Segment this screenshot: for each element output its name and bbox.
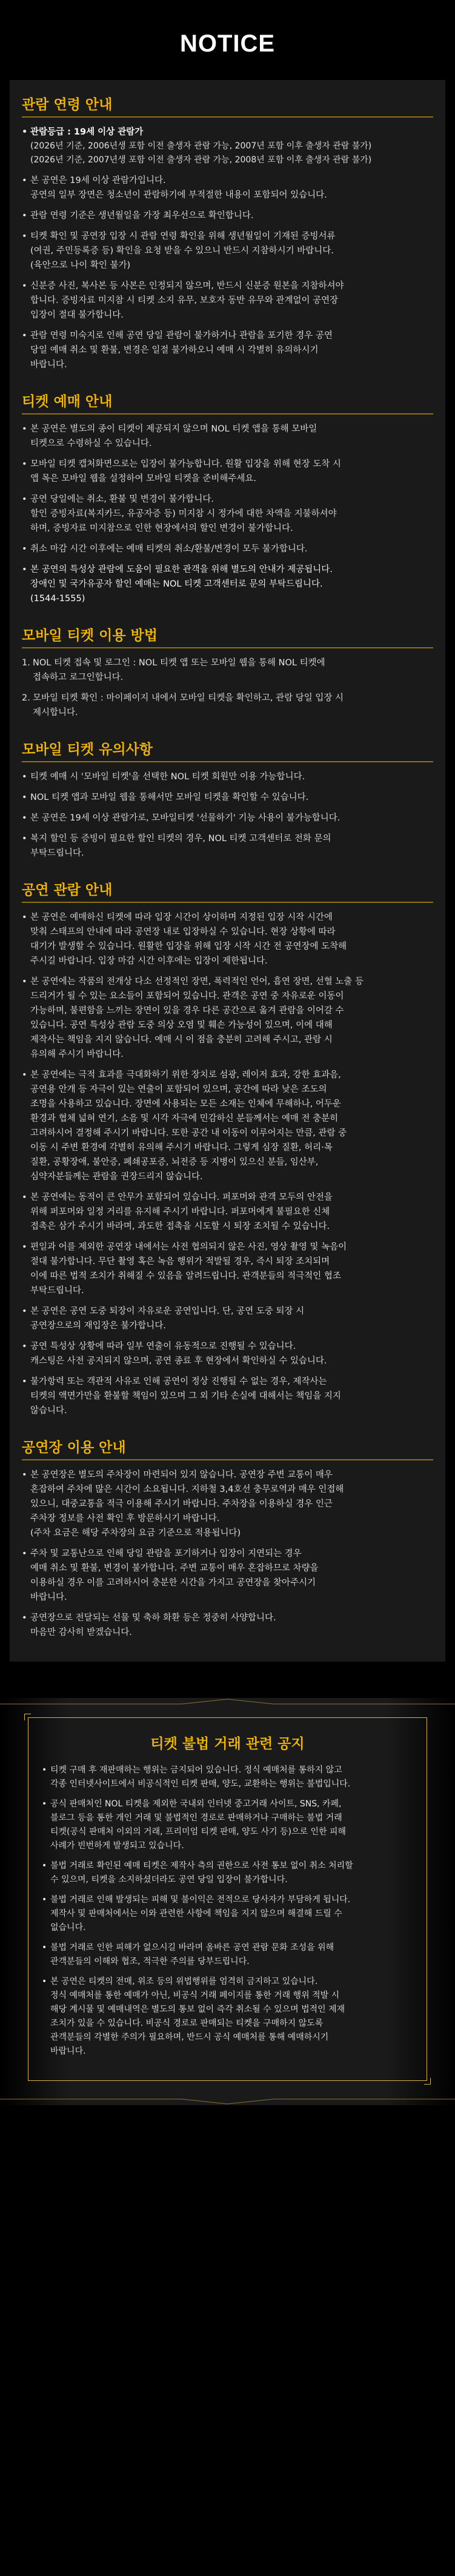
list-item-text: NOL 티켓 접속 및 로그인 : NOL 티켓 앱 또는 모바일 웹을 통해 NOL 티켓에 접속하고 로그인합니다.	[33, 658, 325, 682]
warning-section	[0, 1698, 455, 2105]
list-item: • 불법 거래로 인해 발생되는 피해 및 불이익은 전적으로 당사자가 부담하게 됩니다. 제작사 및 판매처에서는 이와 관련한 사항에 책임을 지지 않으며 해결해 드릴 수 없습니다.	[42, 1893, 413, 1935]
ornament-bottom-icon	[0, 2093, 455, 2105]
list-item: • 불가항력 또는 객관적 사유로 인해 공연이 정상 진행될 수 없는 경우, 제작사는 티켓의 액면가만을 환불할 책임이 있으며 그 외 기타 손실에 대해서는 책임을 지지 않습니다.	[22, 1374, 433, 1418]
list-item: • 관람 연령 기준은 생년월일을 가장 최우선으로 확인합니다.	[22, 208, 433, 223]
age-list	[22, 125, 433, 372]
section-title-venue: 공연 관람 안내	[22, 882, 113, 898]
section-divider	[22, 413, 433, 414]
section-divider	[22, 902, 433, 903]
list-item: • 공식 판매처인 NOL 티켓을 제외한 국내외 인터넷 중고거래 사이트, SNS, 카페, 블로그 등을 통한 개인 거래 및 불법적인 경로로 판매하거나 구매하는 불법 거래 티켓(공식 판매처 이외의 거래, 프리미엄 티켓 판매, 양도 사기 등)으로 인한 피해 사례가 빈번하게 발생되고 있습니다.	[42, 1797, 413, 1853]
list-item: • 본 공연은 예매하신 티켓에 따라 입장 시간이 상이하며 지정된 입장 시작 시간에 맞춰 스태프의 안내에 따라 공연장 내로 입장하실 수 있습니다. 현장 상황에 따라 대기가 발생할 수 있습니다. 원활한 입장을 위해 입장 시작 시간 전 공연장에 도착해 주시길 바랍니다. 입장 마감 시간 이후에는 입장이 제한됩니다.	[22, 910, 433, 968]
list-item: • 본 공연은 공연 도중 퇴장이 자유로운 공연입니다. 단, 공연 도중 퇴장 시 공연장으로의 재입장은 불가합니다.	[22, 1304, 433, 1333]
warning-box	[28, 1717, 427, 2081]
list-item: • 편일과 어를 제외한 공연장 내에서는 사전 협의되지 않은 사진, 영상 촬영 및 녹음이 절대 불가합니다. 무단 촬영 혹은 녹음 행위가 적발될 경우, 즉시 퇴장 조치되며 이에 따른 법적 조치가 취해질 수 있음을 알려드립니다. 관객분들의 적극적인 협조 부탁드립니다.	[22, 1240, 433, 1298]
list-item: • 본 공연에는 극적 효과를 극대화하기 위한 장치로 섬광, 레이저 효과, 강한 효과음, 공연용 안개 등 자극이 있는 연출이 포함되어 있으며, 공간에 따라 낮은 조도의 조명을 사용하고 있습니다. 장면에 사용되는 모든 소재는 인체에 무해하나, 어두운 환경과 협체 넓혀 연기, 소음 및 시각 자극에 민감하신 분들께서는 예매 전 충분히 고려하시어 결정해 주시기 바랍니다. 또한 공간 내 이동이 이루어지는 만큼, 관람 중 이동 시 주변 환경에 각별히 유의해 주시기 바랍니다. 그렇게 심장 질환, 허리·목 질환, 공황장애, 불안증, 폐쇄공포증, 뇌전증 등 지병이 있으신 분들, 임산부, 심약자분들께는 관람을 권장드리지 않습니다.	[22, 1068, 433, 1184]
list-item: • 티켓 구매 후 재판매하는 행위는 금지되어 있습니다. 정식 예매처를 통하지 않고 각종 인터넷사이트에서 비공식적인 티켓 판매, 양도, 교환하는 행위는 불법입니다.	[42, 1763, 413, 1791]
list-item: • 본 공연의 특성상 관람에 도움이 필요한 관객을 위해 별도의 안내가 제공됩니다. 장애인 및 국가유공자 할인 예매는 NOL 티켓 고객센터로 문의 부탁드립니다. (1544-1555)	[22, 562, 433, 606]
list-item: • 공연장으로 전달되는 선물 및 축하 화환 등은 정중히 사양합니다. 마음만 감사히 받겠습니다.	[22, 1611, 433, 1640]
list-item: • 공연 당일에는 취소, 환불 및 변경이 불가합니다. 할인 증빙자료(복지카드, 유공자증 등) 미지참 시 정가에 대한 차액을 지불하셔야 하며, 증빙자료 미지참으로 인한 현장에서의 할인 변경이 불가합니다.	[22, 492, 433, 536]
list-item: • 본 공연은 티켓의 전매, 위조 등의 위법행위를 엄격히 금지하고 있습니다. 정식 예매처를 통한 예매가 아닌, 비공식 거래 페이지를 통한 거래 행위 적발 시 해당 계시물 및 예매내역은 별도의 통보 없이 즉각 취소될 수 있으며 법적인 제재 조치가 있을 수 있습니다. 비공식 경로로 판매되는 티켓을 구매하지 않도록 관객분들의 각별한 주의가 필요하며, 반드시 공식 예매처를 통해 예매하시기 바랍니다.	[42, 1975, 413, 2058]
item-number: 1.	[22, 658, 30, 668]
warning-title: 티켓 불법 거래 관련 공지	[150, 1736, 305, 1752]
facility-list	[22, 1468, 433, 1640]
warning-list	[42, 1763, 413, 2058]
notice-panel	[10, 80, 445, 1662]
mobile-method-list	[22, 656, 433, 720]
list-item: • 관람 연령 미숙지로 인해 공연 당일 관람이 불가하거나 관람을 포기한 경우 공연 당일 예매 취소 및 환불, 변경은 일절 불가하오니 예매 시 각별히 유의하시기 바랍니다.	[22, 328, 433, 372]
list-item: • 불법 거래로 확인된 예매 티켓은 제작사 측의 권한으로 사전 통보 없이 취소 처리할 수 있으며, 티켓을 소지하셨더라도 공연 당일 입장이 불가합니다.	[42, 1859, 413, 1887]
list-item: • 본 공연에는 작품의 전개상 다소 선정적인 장면, 폭력적인 언어, 흡연 장면, 선혈 노출 등 드리거가 될 수 있는 요소들이 포함되어 있습니다. 관객은 공연 중 자유로운 이동이 가능하며, 불편함을 느끼는 장면이 있을 경우 다른 공간으로 옮겨 관람을 이어갈 수 있습니다. 공연 특성상 관람 도중 의상 오염 및 훼손 가능성이 있으며, 이에 대해 제작사는 책임을 지지 않습니다. 예매 시 이 점을 충분히 고려해 주시고, 관람 시 유의해 주시기 바랍니다.	[22, 974, 433, 1062]
list-item: • 본 공연장은 별도의 주차장이 마련되어 있지 않습니다. 공연장 주변 교통이 매우 혼잡하여 주차에 많은 시간이 소요됩니다. 지하철 3,4호선 충무로역과 매우 인접해 있으니, 대중교통을 적극 이용해 주시기 바랍니다. 주차장을 이용하실 경우 인근 주차장 정보를 사전 확인 후 방문하시기 바랍니다. (주차 요금은 해당 주차장의 요금 기준으로 적용됩니다)	[22, 1468, 433, 1540]
list-item: • 불법 거래로 인한 피해가 없으시길 바라며 올바른 공연 관람 문화 조성을 위해 관객분들의 이해와 협조, 적극한 주의를 당부드립니다.	[42, 1941, 413, 1969]
section-title-mobile-method: 모바일 티켓 이용 방법	[22, 628, 158, 644]
list-item	[22, 125, 433, 167]
list-item: • 취소 마감 시간 이후에는 예매 티켓의 취소/환불/변경이 모두 불가합니다.	[22, 542, 433, 556]
section-title-facility: 공연장 이용 안내	[22, 1440, 126, 1456]
list-item: • 주차 및 교통난으로 인해 당일 관람을 포기하거나 입장이 지연되는 경우 예매 취소 및 환불, 변경이 불가합니다. 주변 교통이 매우 혼잡하므로 차량을 이용하실 경우 이를 고려하시어 충분한 시간을 가지고 공연장을 찾아주시기 바랍니다.	[22, 1546, 433, 1605]
item-number: 2.	[22, 693, 30, 703]
list-item: • 본 공연은 19세 이상 관람가입니다. 공연의 일부 장면은 청소년이 관람하기에 부적절한 내용이 포함되어 있습니다.	[22, 173, 433, 202]
venue-list	[22, 910, 433, 1418]
mobile-notice-list	[22, 770, 433, 860]
section-title-age: 관람 연령 안내	[22, 97, 113, 113]
list-item: • 본 공연은 별도의 종이 티켓이 제공되지 않으며 NOL 티켓 앱을 통해 모바일 티켓으로 수령하실 수 있습니다.	[22, 422, 433, 451]
section-divider	[22, 1459, 433, 1460]
section-divider	[22, 761, 433, 762]
list-item: • 복지 할인 등 증빙이 필요한 할인 티켓의 경우, NOL 티켓 고객센터로 전화 문의 부탁드립니다.	[22, 831, 433, 860]
section-divider	[22, 116, 433, 118]
list-item	[22, 656, 433, 685]
page-title: NOTICE	[179, 30, 276, 57]
list-item: • NOL 티켓 앱과 모바일 웹을 통해서만 모바일 티켓을 확인할 수 있습니다.	[22, 790, 433, 805]
list-item: • 본 공연에는 동적이 큰 안무가 포함되어 있습니다. 퍼포머와 관객 모두의 안전을 위해 퍼포머와 일정 거리를 유지해 주시기 바랍니다. 퍼포머에게 불필요한 신체 접촉은 삼가 주시기 바라며, 과도한 접촉을 시도할 시 퇴장 조치될 수 있습니다.	[22, 1190, 433, 1234]
list-item: • 티켓 예매 시 '모바일 티켓'을 선택한 NOL 티켓 회원만 이용 가능합니다.	[22, 770, 433, 784]
list-item: • 모바일 티켓 캡처화면으로는 입장이 불가능합니다. 원활 입장을 위해 현장 도착 시 앱 목은 모바일 웹을 설정하여 모바일 티켓을 준비해주세요.	[22, 457, 433, 486]
age-rating-sub: (2026년 기준, 2006년생 포함 이전 출생자 관람 가능, 2007년 포함 이후 출생자 관람 불가) (2026년 기준, 2007년생 포함 이전 출생자 관람 가능, 2008년 포함 이후 출생자 관람 불가)	[30, 141, 372, 165]
list-item: • 본 공연은 19세 이상 관람가로, 모바일티켓 '선물하기' 기능 사용이 불가능합니다.	[22, 811, 433, 825]
list-item: • 공연 특성상 상황에 따라 일부 연출이 유동적으로 진행될 수 있습니다. 캐스팅은 사전 공지되지 않으며, 공연 종료 후 현장에서 확인하실 수 있습니다.	[22, 1339, 433, 1368]
age-rating-text: 관람등급 : 19세 이상 관람가	[30, 127, 144, 137]
list-item: • 티켓 확인 및 공연장 입장 시 관람 연령 확인을 위해 생년월일이 기재된 증빙서류 (여권, 주민등록증 등) 확인을 요청 받을 수 있으니 반드시 지참하시기 바랍니다. (육안으로 나이 확인 불가)	[22, 229, 433, 273]
ornament-top-icon	[0, 1698, 455, 1710]
ticket-list	[22, 422, 433, 606]
section-title-mobile-notice: 모바일 티켓 유의사항	[22, 742, 153, 757]
list-item-text: 모바일 티켓 확인 : 마이페이지 내에서 모바일 티켓을 확인하고, 관람 당일 입장 시 제시합니다.	[33, 693, 344, 717]
list-item	[22, 691, 433, 720]
list-item: • 신분증 사진, 복사본 등 사본은 인정되지 않으며, 반드시 신분증 원본을 지참하셔야 합니다. 증빙자료 미지참 시 티켓 소지 유무, 보호자 동반 유무와 관계없이 공연장 입장이 절대 불가합니다.	[22, 279, 433, 322]
section-divider	[22, 647, 433, 648]
section-title-ticket: 티켓 예매 안내	[22, 394, 113, 410]
